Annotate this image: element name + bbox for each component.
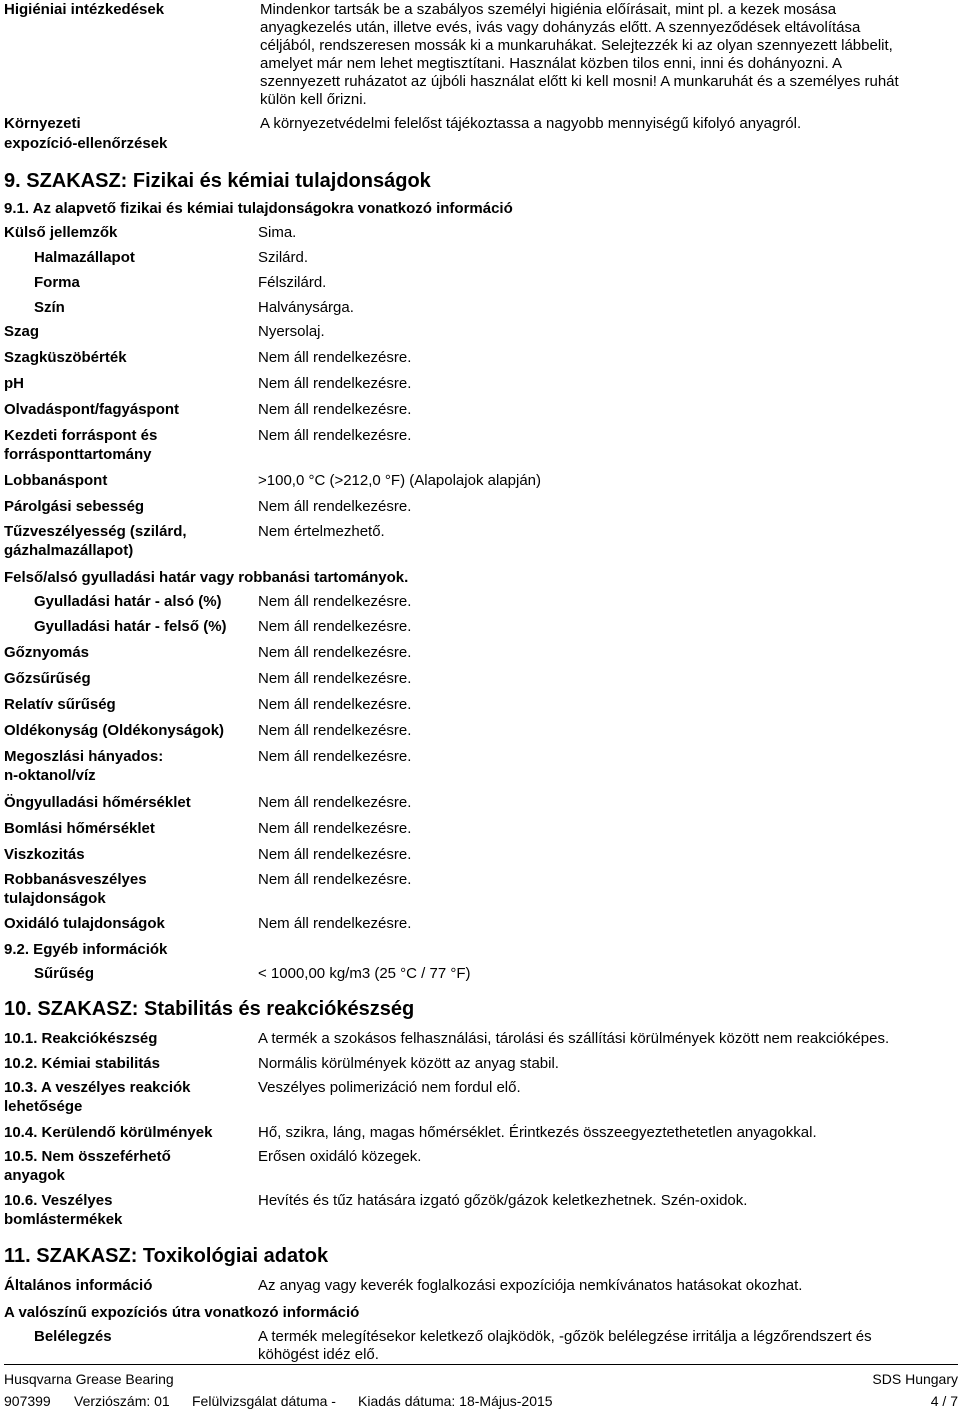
decomposition-products-label: 10.6. Veszélyes [4,1192,113,1209]
chemical-stability-value: Normális körülmények között az anyag stabil. [258,1055,559,1072]
evaporation-rate-label: Párolgási sebesség [4,498,145,515]
partition-coefficient-value: Nem áll rendelkezésre. [258,748,412,765]
flash-point-label: Lobbanáspont [4,472,108,489]
evaporation-rate-value: Nem áll rendelkezésre. [258,498,412,515]
footer-product-name: Husqvarna Grease Bearing [4,1371,174,1387]
vapor-density-value: Nem áll rendelkezésre. [258,670,412,687]
footer-divider [4,1364,958,1365]
melting-point-value: Nem áll rendelkezésre. [258,401,412,418]
odor-label: Szag [4,323,40,340]
exposure-label-cont: expozíció-ellenőrzések [4,135,168,152]
reactivity-value: A termék a szokásos felhasználási, tárolási és szállítási körülmények között nem reakcióképes. [258,1030,890,1047]
solubility-label: Oldékonyság (Oldékonyságok) [4,722,225,739]
partition-coefficient-label-cont: n-oktanol/víz [4,767,96,784]
oxidizing-properties-label: Oxidáló tulajdonságok [4,915,165,932]
upper-limit-value: Nem áll rendelkezésre. [258,618,412,635]
subsection-9-2: 9.2. Egyéb információk [4,941,168,958]
odor-threshold-label: Szagküszöbérték [4,349,127,366]
density-value: < 1000,00 kg/m3 (25 °C / 77 °F) [258,965,471,982]
oxidizing-properties-value: Nem áll rendelkezésre. [258,915,412,932]
hygiene-text-line: szennyezett ruházatot az újbóli használat előtt ki kell mosni! A munkaruhát és a személyes ruhát [260,73,899,90]
explosive-limits-label: Felső/alsó gyulladási határ vagy robbanási tartományok. [4,569,409,586]
footer-page-number: 4 / 7 [930,1393,958,1409]
decomposition-value: Nem áll rendelkezésre. [258,820,412,837]
boiling-point-value: Nem áll rendelkezésre. [258,427,412,444]
form-value: Félszilárd. [258,274,327,291]
appearance-label: Külső jellemzők [4,224,118,241]
ph-value: Nem áll rendelkezésre. [258,375,412,392]
exposure-routes-label: A valószínű expozíciós útra vonatkozó információ [4,1304,360,1321]
subsection-9-1: 9.1. Az alapvető fizikai és kémiai tulajdonságokra vonatkozó információ [4,200,513,217]
footer-region: SDS Hungary [872,1371,958,1387]
explosive-properties-label-cont: tulajdonságok [4,890,106,907]
footer-revision-date: Felülvizsgálat dátuma - [192,1393,336,1409]
hygiene-text-line: külön kell őrizni. [260,91,367,108]
odor-value: Nyersolaj. [258,323,325,340]
explosive-properties-label: Robbanásveszélyes [4,871,147,888]
flash-point-value: >100,0 °C (>212,0 °F) (Alapolajok alapján) [258,472,541,489]
explosive-properties-value: Nem áll rendelkezésre. [258,871,412,888]
lower-limit-label: Gyulladási határ - alsó (%) [34,593,222,610]
autoignition-label: Öngyulladási hőmérséklet [4,794,191,811]
autoignition-value: Nem áll rendelkezésre. [258,794,412,811]
section-11-heading: 11. SZAKASZ: Toxikológiai adatok [4,1245,329,1267]
odor-threshold-value: Nem áll rendelkezésre. [258,349,412,366]
hazardous-reactions-label-cont: lehetősége [4,1098,83,1115]
hygiene-text-line: amelyet már nem lehet megtisztítani. Használat közben tilos enni, inni és dohányozni. A [260,55,842,72]
boiling-point-label: Kezdeti forráspont és [4,427,158,444]
vapor-pressure-label: Gőznyomás [4,644,90,661]
boiling-point-label-cont: forrásponttartomány [4,446,152,463]
footer-version: Verziószám: 01 [74,1393,170,1409]
hygiene-label: Higiéniai intézkedések [4,1,165,18]
hazardous-reactions-value: Veszélyes polimerizáció nem fordul elő. [258,1079,521,1096]
reactivity-label: 10.1. Reakciókészség [4,1030,158,1047]
decomposition-label: Bomlási hőmérséklet [4,820,155,837]
incompatible-materials-value: Erősen oxidáló közegek. [258,1148,422,1165]
density-label: Sűrűség [34,965,95,982]
hygiene-text-line: céljából, rendszeresen mossák ki a munkaruhákat. Selejtezzék ki az olyan szennyezett lábbelit, [260,37,893,54]
state-value: Szilárd. [258,249,309,266]
upper-limit-label: Gyulladási határ - felső (%) [34,618,227,635]
decomposition-products-value: Hevítés és tűz hatására izgató gőzök/gázok keletkezhetnek. Szén-oxidok. [258,1192,748,1209]
hygiene-text-line: Mindenkor tartsák be a szabályos személyi higiénia előírásait, mint pl. a kezek mosása [260,1,837,18]
section-10-heading: 10. SZAKASZ: Stabilitás és reakciókészség [4,998,415,1020]
inhalation-label: Belélegzés [34,1328,112,1345]
section-9-heading: 9. SZAKASZ: Fizikai és kémiai tulajdonságok [4,170,431,192]
color-label: Szín [34,299,65,316]
flammability-label-cont: gázhalmazállapot) [4,542,134,559]
color-value: Halványsárga. [258,299,354,316]
state-label: Halmazállapot [34,249,135,266]
appearance-value: Sima. [258,224,297,241]
partition-coefficient-label: Megoszlási hányados: [4,748,164,765]
hazardous-reactions-label: 10.3. A veszélyes reakciók [4,1079,191,1096]
exposure-label: Környezeti [4,115,81,132]
form-label: Forma [34,274,80,291]
lower-limit-value: Nem áll rendelkezésre. [258,593,412,610]
vapor-pressure-value: Nem áll rendelkezésre. [258,644,412,661]
viscosity-label: Viszkozitás [4,846,85,863]
general-information-label: Általános információ [4,1277,153,1294]
conditions-to-avoid-label: 10.4. Kerülendő körülmények [4,1124,213,1141]
incompatible-materials-label: 10.5. Nem összeférhető [4,1148,171,1165]
hygiene-text-line: anyagkezelés után, illetve evés, ivás vagy dohányzás előtt. A szennyeződések eltávolítása [260,19,861,36]
conditions-to-avoid-value: Hő, szikra, láng, magas hőmérséklet. Érintkezés összeegyeztethetetlen anyagokkal. [258,1124,817,1141]
ph-label: pH [4,375,24,392]
incompatible-materials-label-cont: anyagok [4,1167,65,1184]
solubility-value: Nem áll rendelkezésre. [258,722,412,739]
vapor-density-label: Gőzsűrűség [4,670,91,687]
chemical-stability-label: 10.2. Kémiai stabilitás [4,1055,160,1072]
exposure-text: A környezetvédelmi felelőst tájékoztassa a nagyobb mennyiségű kifolyó anyagról. [260,115,802,132]
footer-product-code: 907399 [4,1393,51,1409]
viscosity-value: Nem áll rendelkezésre. [258,846,412,863]
inhalation-value-cont: köhögést idéz elő. [258,1346,379,1363]
flammability-label: Tűzveszélyesség (szilárd, [4,523,187,540]
general-information-value: Az anyag vagy keverék foglalkozási expozíciója nemkívánatos hatásokat okozhat. [258,1277,803,1294]
relative-density-value: Nem áll rendelkezésre. [258,696,412,713]
decomposition-products-label-cont: bomlástermékek [4,1211,123,1228]
footer-issue-date: Kiadás dátuma: 18-Május-2015 [358,1393,553,1409]
inhalation-value: A termék melegítésekor keletkező olajködök, -gőzök belélegzése irritálja a légzőrendszert és [258,1328,872,1345]
flammability-value: Nem értelmezhető. [258,523,385,540]
melting-point-label: Olvadáspont/fagyáspont [4,401,180,418]
relative-density-label: Relatív sűrűség [4,696,116,713]
